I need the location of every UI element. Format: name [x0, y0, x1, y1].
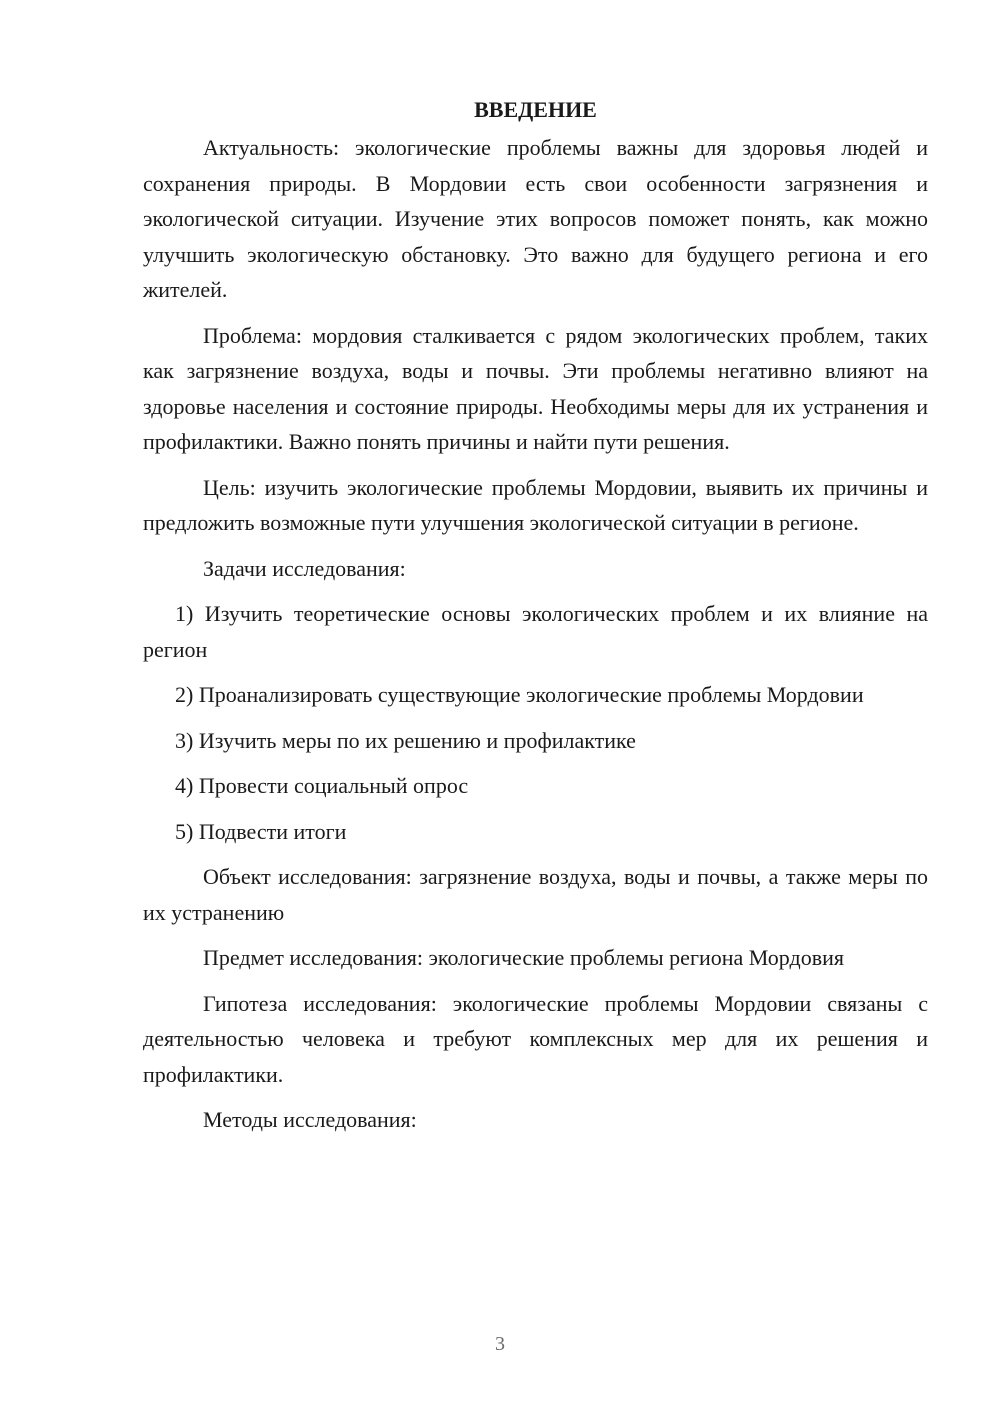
page-number: 3 [495, 1333, 505, 1355]
hypothesis-paragraph: Гипотеза исследования: экологические проблемы Мордовии связаны с деятельностью человека и требуют комплексных мер для их решения и профилактики. [143, 990, 928, 1087]
task-item-2: 2) Проанализировать существующие экологические проблемы Мордовии [175, 682, 864, 707]
object-paragraph: Объект исследования: загрязнение воздуха, воды и почвы, а также меры по их устранению [143, 864, 928, 925]
goal-paragraph: Цель: изучить экологические проблемы Мордовии, выявить их причины и предложить возможные пути улучшения экологической ситуации в регионе. [143, 474, 928, 535]
problem-paragraph: Проблема: мордовия сталкивается с рядом экологических проблем, таких как загрязнение воздуха, воды и почвы. Эти проблемы негативно влияют на здоровье населения и состояние природы. Необходимы меры для их устранения и профилактики. Важно понять причины и найти пути решения. [143, 322, 928, 454]
document-page [143, 92, 928, 1148]
tasks-heading: Задачи исследования: [203, 555, 406, 581]
task-item-4: 4) Провести социальный опрос [175, 773, 469, 798]
section-title: ВВЕДЕНИЕ [474, 97, 597, 122]
task-item-1: 1) Изучить теоретические основы экологических проблем и их влияние на регион [143, 601, 928, 662]
methods-heading: Методы исследования: [203, 1107, 417, 1132]
relevance-paragraph: Актуальность: экологические проблемы важны для здоровья людей и сохранения природы. В Мордовии есть свои особенности загрязнения и экологической ситуации. Изучение этих вопросов поможет понять, как можно улучшить экологическую обстановку. Это важно для будущего региона и его жителей. [143, 135, 928, 302]
subject-paragraph: Предмет исследования: экологические проблемы региона Мордовия [203, 945, 844, 970]
task-item-5: 5) Подвести итоги [175, 818, 347, 844]
task-item-3: 3) Изучить меры по их решению и профилактике [175, 727, 636, 753]
